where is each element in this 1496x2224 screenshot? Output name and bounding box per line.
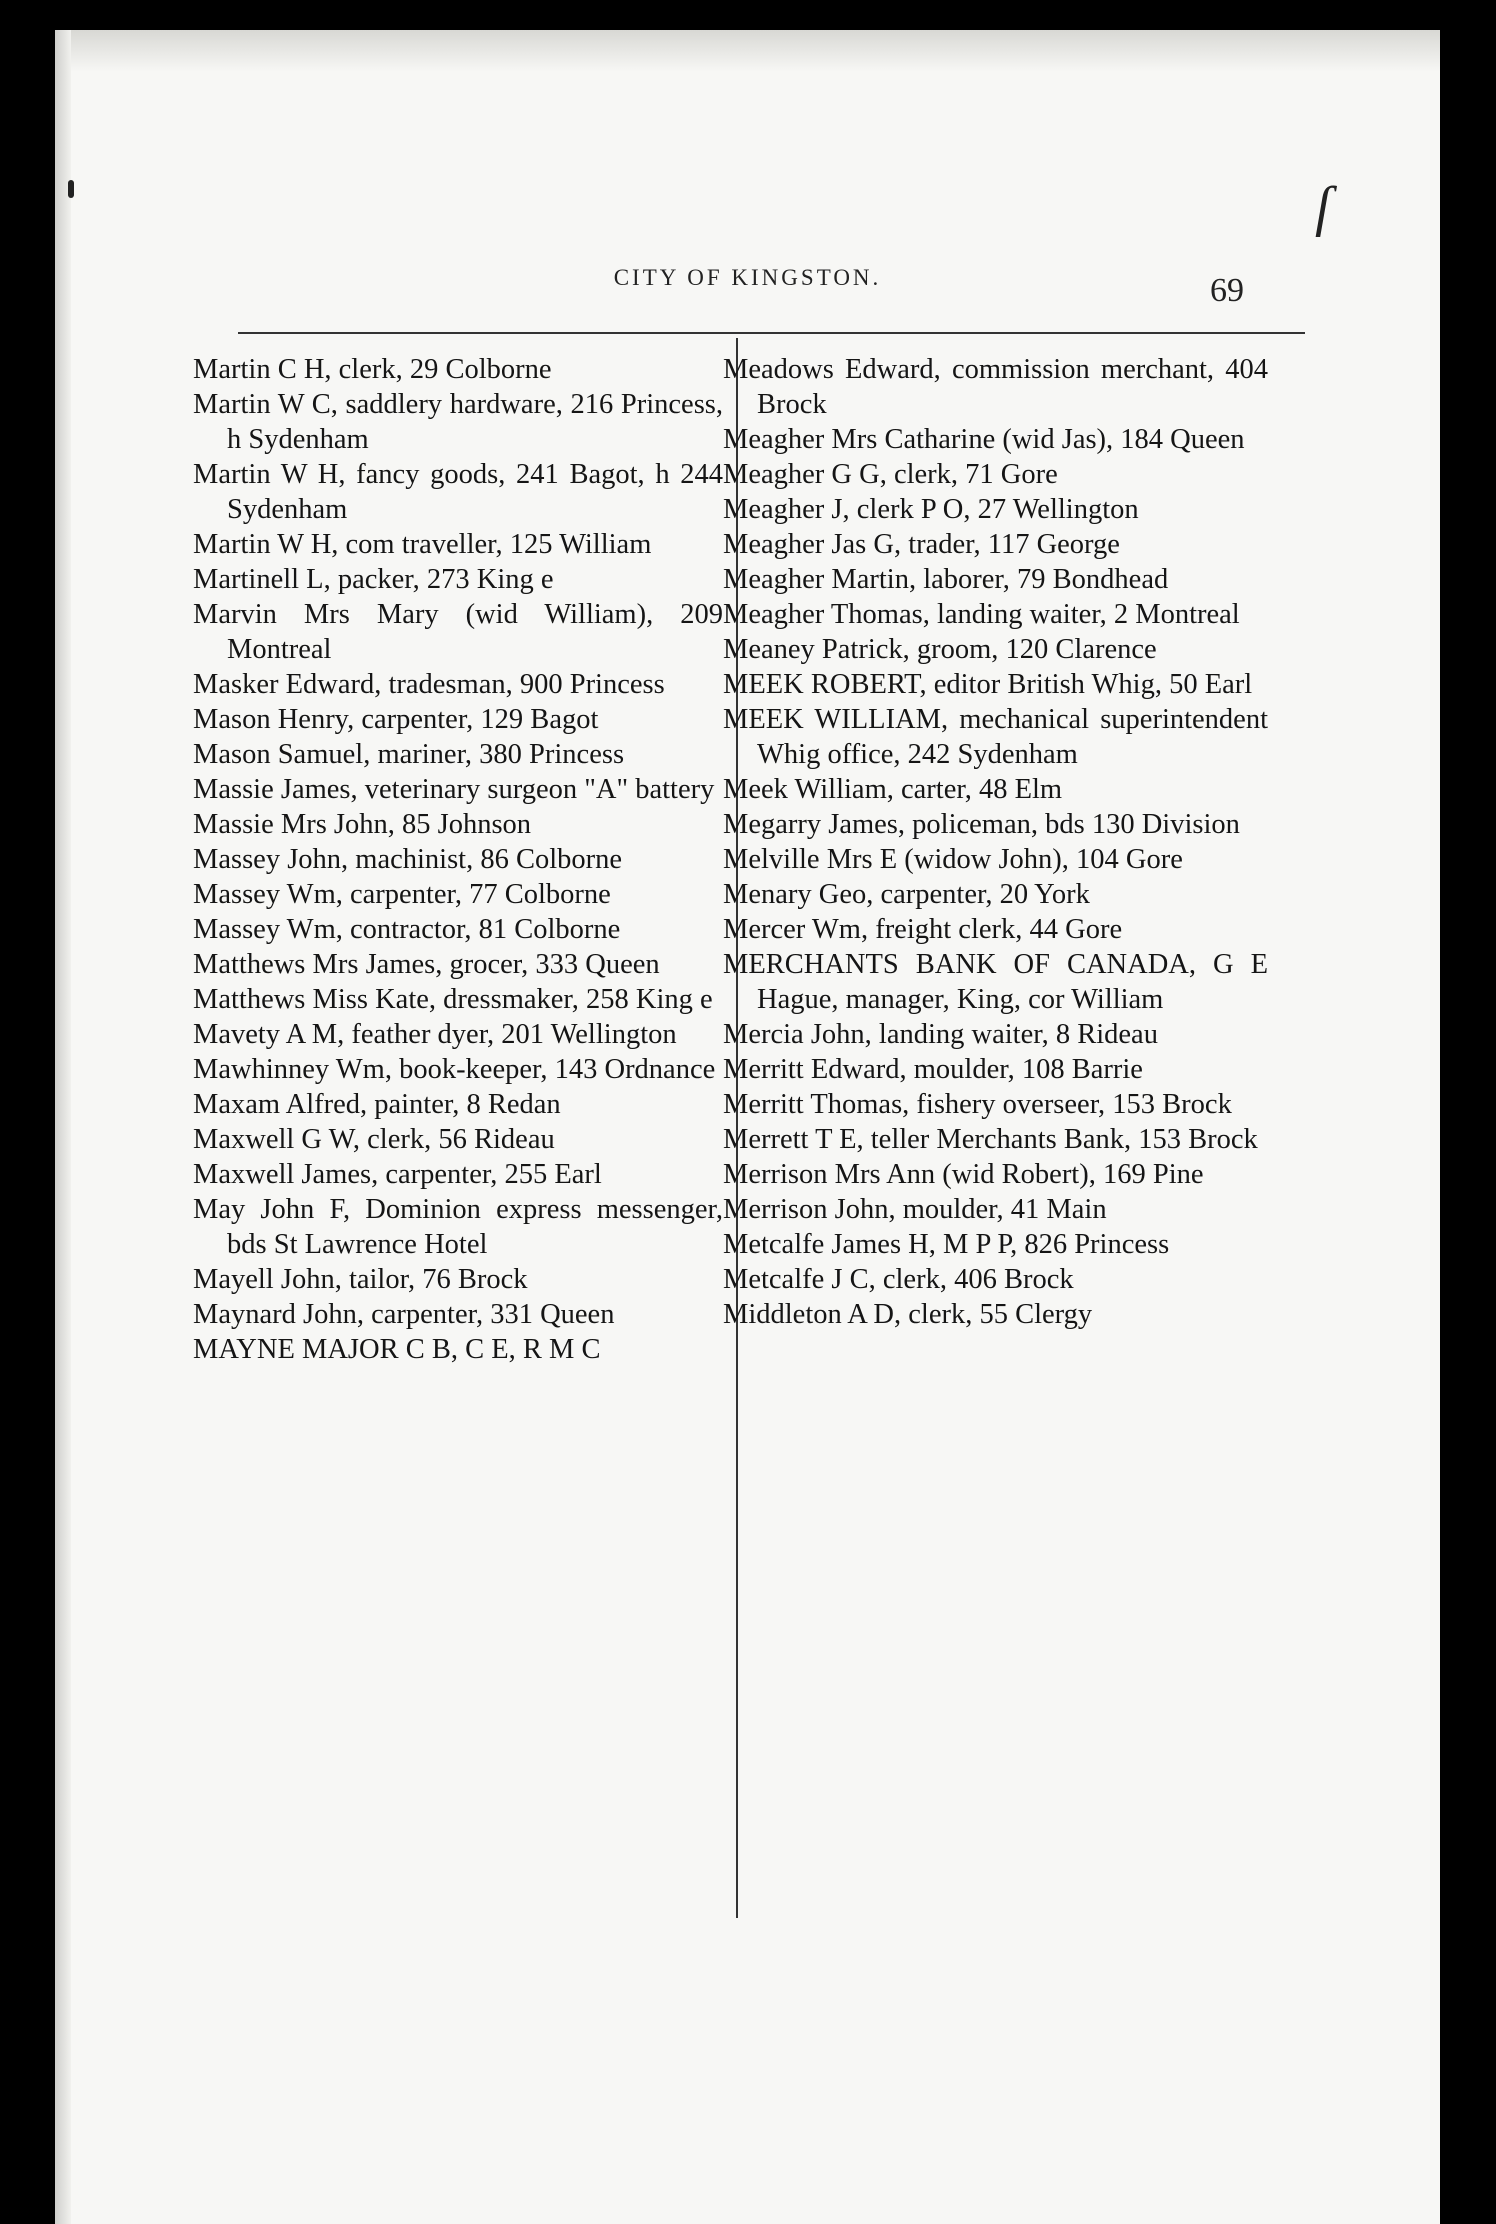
margin-mark	[68, 180, 74, 198]
directory-entry: Martin W H, fancy goods, 241 Bagot, h 244 Sydenham	[193, 459, 723, 525]
directory-entry: MEEK WILLIAM, mechanical superintendent Whig office, 242 Sydenham	[723, 704, 1268, 770]
directory-entry: Matthews Miss Kate, dressmaker, 258 King e	[193, 984, 713, 1015]
directory-entry: Merritt Thomas, fishery overseer, 153 Brock	[723, 1089, 1232, 1120]
directory-entry: Massie Mrs John, 85 Johnson	[193, 809, 532, 840]
directory-entry: Meadows Edward, commission merchant, 404 Brock	[723, 354, 1268, 420]
directory-entry: Meagher Jas G, trader, 117 George	[723, 529, 1120, 560]
directory-entry: Mason Samuel, mariner, 380 Princess	[193, 739, 625, 770]
directory-entry: Melville Mrs E (widow John), 104 Gore	[723, 844, 1183, 875]
directory-entry: Mawhinney Wm, book-keeper, 143 Ordnance	[193, 1054, 716, 1085]
directory-entry: Matthews Mrs James, grocer, 333 Queen	[193, 949, 660, 980]
directory-entry: Massey Wm, contractor, 81 Colborne	[193, 914, 621, 945]
directory-entry: Mercia John, landing waiter, 8 Rideau	[723, 1019, 1158, 1050]
directory-entry: Mercer Wm, freight clerk, 44 Gore	[723, 914, 1123, 945]
directory-entry: Maxam Alfred, painter, 8 Redan	[193, 1089, 561, 1120]
running-head: CITY OF KINGSTON.	[613, 265, 882, 290]
directory-entry: Martin C H, clerk, 29 Colborne	[193, 354, 552, 385]
right-column	[723, 352, 1268, 1332]
directory-entry: MERCHANTS BANK OF CANADA, G E Hague, manager, King, cor William	[723, 949, 1268, 1015]
directory-entry: Masker Edward, tradesman, 900 Princess	[193, 669, 665, 700]
directory-entry: Meagher J, clerk P O, 27 Wellington	[723, 494, 1139, 525]
directory-entry: Martin W C, saddlery hardware, 216 Princess, h Sydenham	[193, 389, 723, 455]
directory-entry: Meagher G G, clerk, 71 Gore	[723, 459, 1058, 490]
directory-entry: Meagher Mrs Catharine (wid Jas), 184 Queen	[723, 424, 1245, 455]
directory-entry: Mayell John, tailor, 76 Brock	[193, 1264, 528, 1295]
page-left-shadow	[55, 30, 71, 2224]
directory-entry: Maxwell James, carpenter, 255 Earl	[193, 1159, 602, 1190]
directory-entry: Metcalfe J C, clerk, 406 Brock	[723, 1264, 1074, 1295]
directory-page	[55, 30, 1440, 2224]
directory-entry: Megarry James, policeman, bds 130 Division	[723, 809, 1240, 840]
page-top-shadow	[55, 30, 1440, 72]
directory-entry: Meagher Martin, laborer, 79 Bondhead	[723, 564, 1169, 595]
directory-entry: Middleton A D, clerk, 55 Clergy	[723, 1299, 1093, 1330]
directory-entry: Maynard John, carpenter, 331 Queen	[193, 1299, 615, 1330]
directory-entry: Meaney Patrick, groom, 120 Clarence	[723, 634, 1157, 665]
directory-entry: MEEK ROBERT, editor British Whig, 50 Earl	[723, 669, 1253, 700]
directory-entry: Meek William, carter, 48 Elm	[723, 774, 1063, 805]
directory-entry: Maxwell G W, clerk, 56 Rideau	[193, 1124, 555, 1155]
directory-entry: Martin W H, com traveller, 125 William	[193, 529, 652, 560]
directory-entry: Mason Henry, carpenter, 129 Bagot	[193, 704, 599, 735]
directory-entry: MAYNE MAJOR C B, C E, R M C	[193, 1334, 601, 1365]
directory-entry: Meagher Thomas, landing waiter, 2 Montreal	[723, 599, 1240, 630]
directory-entry: May John F, Dominion express messenger, bds St Lawrence Hotel	[193, 1194, 723, 1260]
directory-entry: Mavety A M, feather dyer, 201 Wellington	[193, 1019, 677, 1050]
header-rule	[238, 332, 1305, 334]
handwritten-mark: ſ	[1315, 176, 1331, 238]
directory-entry: Massey Wm, carpenter, 77 Colborne	[193, 879, 611, 910]
directory-entry: Martinell L, packer, 273 King e	[193, 564, 554, 595]
directory-entry: Massie James, veterinary surgeon "A" battery	[193, 774, 715, 805]
page-number: 69	[1210, 272, 1244, 309]
directory-entry: Massey John, machinist, 86 Colborne	[193, 844, 623, 875]
directory-entry: Merrison John, moulder, 41 Main	[723, 1194, 1107, 1225]
directory-entry: Metcalfe James H, M P P, 826 Princess	[723, 1229, 1170, 1260]
directory-entry: Marvin Mrs Mary (wid William), 209 Montreal	[193, 599, 723, 665]
directory-entry: Menary Geo, carpenter, 20 York	[723, 879, 1090, 910]
directory-entry: Merrett T E, teller Merchants Bank, 153 Brock	[723, 1124, 1258, 1155]
directory-entry: Merritt Edward, moulder, 108 Barrie	[723, 1054, 1143, 1085]
left-column	[193, 352, 723, 1367]
directory-entry: Merrison Mrs Ann (wid Robert), 169 Pine	[723, 1159, 1204, 1190]
